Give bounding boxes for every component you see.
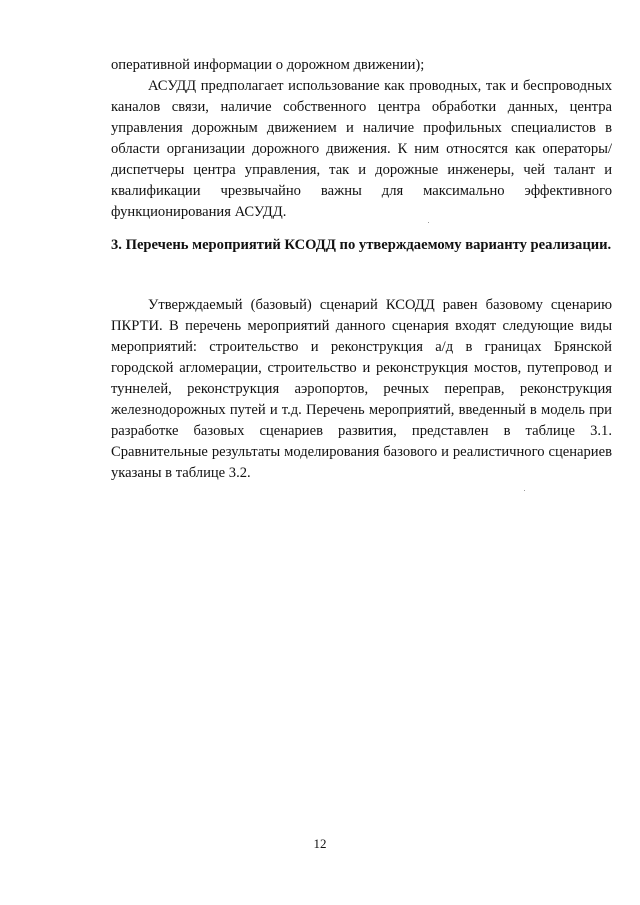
section-paragraph: Утверждаемый (базовый) сценарий КСОДД равен базовому сценарию ПКРТИ. В перечень мероприятий данного сценария входят следующие виды мероприятий: строительство и реконструкция а/д в границах Брянской городской агломерации, строительство и реконструкция мостов, путепровод и туннелей, реконструкция аэропортов, речных переправ, реконструкция железнодорожных путей и т.д. Перечень мероприятий, введенный в модель при разработке базовых сценариев развития, представлен в таблице 3.1. Сравнительные результаты моделирования базового и реалистичного сценариев указаны в таблице 3.2. — [111, 297, 612, 481]
asudd-text-block — [111, 55, 612, 223]
continuation-line: оперативной информации о дорожном движении); — [111, 57, 425, 73]
section-heading: 3. Перечень мероприятий КСОДД по утверждаемому варианту реализации. — [111, 237, 612, 253]
page-number: 12 — [313, 836, 327, 851]
asudd-paragraph: АСУДД предполагает использование как проводных, так и беспроводных каналов связи, наличие собственного центра обработки данных, центра управления дорожным движением и наличие профильных специалистов в области организации дорожного движения. К ним относятся как операторы/диспетчеры центра управления, так и дорожные инженеры, чей талант и квалификации чрезвычайно важны для максимально эффективного функционирования АСУДД. — [111, 78, 612, 220]
scan-speck — [524, 490, 525, 491]
section-text-block — [111, 295, 612, 484]
scan-speck — [428, 222, 429, 223]
